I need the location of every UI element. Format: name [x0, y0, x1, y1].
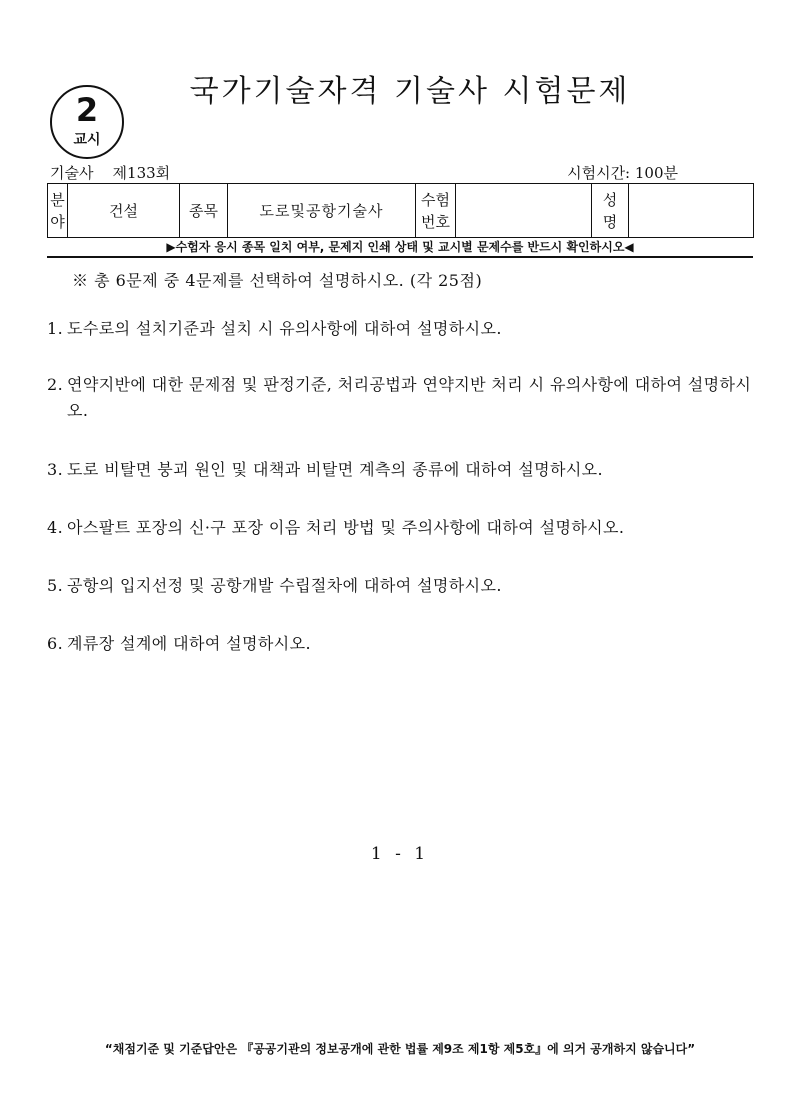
exam-number-label-cell [416, 184, 456, 238]
field-label-cell [48, 184, 68, 238]
field-label-line2: 야 [50, 212, 65, 231]
page-title: 국가기술자격 기술사 시험문제 [189, 74, 631, 109]
question-number: 1. [47, 319, 64, 338]
question-text: 연약지반에 대한 문제점 및 판정기준, 처리공법과 연약지반 처리 시 유의사항에 대하여 설명하시오. [67, 375, 752, 420]
question-item [47, 573, 757, 599]
question-text: 공항의 입지선정 및 공항개발 수립절차에 대하여 설명하시오. [67, 576, 502, 595]
exam-number-label-line1: 수험 [421, 190, 450, 209]
session-number: 2 [75, 91, 99, 129]
session-badge [50, 85, 124, 159]
exam-round: 기술사 제133회 [50, 164, 171, 182]
footer-disclaimer: “채점기준 및 기준답안은 『공공기관의 정보공개에 관한 법률 제9조 제1항 제5호』에 의거 공개하지 않습니다” [104, 1042, 696, 1056]
session-label: 교시 [73, 132, 101, 148]
exam-number-label-line2: 번호 [421, 212, 450, 231]
question-number: 5. [47, 576, 64, 595]
name-label-line2: 명 [602, 212, 618, 231]
question-text: 도로 비탈면 붕괴 원인 및 대책과 비탈면 계측의 종류에 대하여 설명하시오. [67, 460, 604, 479]
exam-duration: 시험시간: 100분 [567, 164, 678, 182]
exam-info-table [47, 183, 754, 238]
question-number: 2. [47, 375, 64, 394]
question-number: 6. [47, 634, 64, 653]
name-label-line1: 성 [602, 190, 618, 209]
field-label-line1: 분 [50, 190, 65, 209]
field-value: 건설 [68, 184, 180, 238]
question-item [47, 631, 757, 657]
question-list [47, 316, 757, 657]
subject-label: 종목 [180, 184, 228, 238]
question-number: 3. [47, 460, 64, 479]
instruction-text: ※ 총 6문제 중 4문제를 선택하여 설명하시오. (각 25점) [72, 271, 483, 290]
question-item [47, 316, 757, 342]
question-text: 도수로의 설치기준과 설치 시 유의사항에 대하여 설명하시오. [67, 319, 502, 338]
question-text: 계류장 설계에 대하여 설명하시오. [67, 634, 311, 653]
question-item [47, 515, 757, 541]
name-field[interactable] [629, 184, 754, 238]
name-label-cell [592, 184, 629, 238]
exam-number-field[interactable] [456, 184, 592, 238]
subject-value: 도로및공항기술사 [228, 184, 416, 238]
notice-banner: ▶수험자 응시 종목 일치 여부, 문제지 인쇄 상태 및 교시별 문제수를 반드시 확인하시오◀ [47, 238, 753, 258]
question-text: 아스팔트 포장의 신·구 포장 이음 처리 방법 및 주의사항에 대하여 설명하시오. [67, 518, 625, 537]
page-number: 1 - 1 [370, 844, 430, 864]
question-number: 4. [47, 518, 64, 537]
question-item [47, 372, 757, 424]
question-item [47, 457, 757, 483]
